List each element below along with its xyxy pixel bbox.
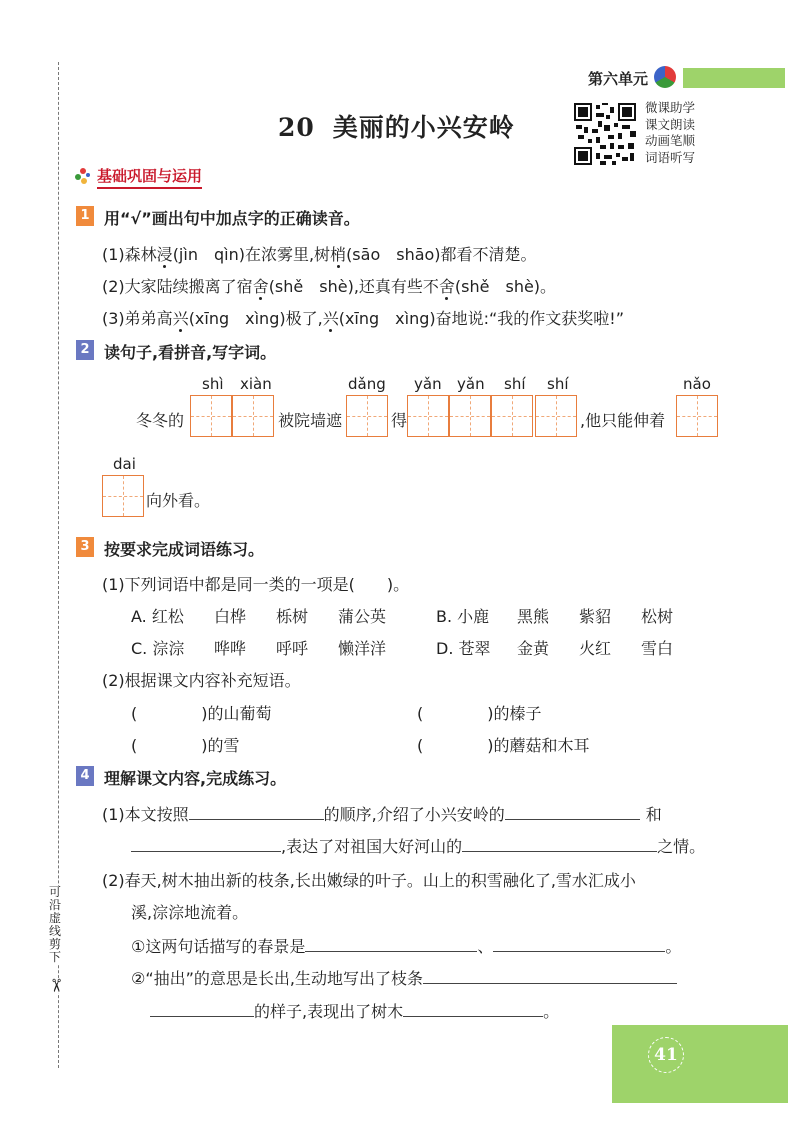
q2-text: 得 [391,411,408,430]
page-tab [612,1025,788,1103]
phrase-blank: ( )的榛子 [417,704,542,723]
unit-bar [683,68,785,88]
pinyin: shí [547,375,569,393]
answer-blank[interactable] [423,969,677,984]
pinyin: shí [504,375,526,393]
option-c-word: 呼呼 [276,639,309,658]
q4-passage-line-2: 溪,淙淙地流着。 [131,903,249,922]
pinyin: yǎn [457,375,485,393]
option-b-word: 黑熊 [517,607,550,626]
question-3-badge: 3 [76,537,94,557]
pinyin: dǎng [348,375,386,393]
option-c: C. 淙淙 [131,639,185,658]
q4-sub-2-cont: 的样子,表现出了树木 。 [150,999,559,1022]
unit-color-icon [654,66,676,88]
title-number: 20 [278,113,315,142]
q4-sub-1: ①这两句话描写的春景是 、 。 [131,937,682,956]
q3-part-1: (1)下列词语中都是同一类的一项是( )。 [102,575,410,594]
q2-text: 冬冬的 [136,411,185,430]
pinyin: shì [202,375,224,393]
option-c-word: 哗哗 [214,639,247,658]
writing-box[interactable] [346,395,388,437]
answer-blank[interactable] [493,937,665,952]
answer-blank[interactable] [505,805,640,820]
question-1-badge: 1 [76,206,94,226]
pinyin: xiàn [240,375,272,393]
writing-box[interactable] [535,395,577,437]
question-4-badge: 4 [76,766,94,786]
page-title [278,108,515,144]
qr-caption: 微课助学 课文朗读 动画笔顺 词语听写 [645,100,696,165]
phrase-blank: ( )的蘑菇和木耳 [417,736,590,755]
option-d-word: 雪白 [641,639,674,658]
option-a-word: 白桦 [214,607,247,626]
question-1-heading: 用“√”画出句中加点字的正确读音。 [104,209,360,228]
option-b-word: 松树 [641,607,674,626]
q4-line-1: (1)本文按照 的顺序,介绍了小兴安岭的 和 [102,805,662,824]
writing-box[interactable] [491,395,533,437]
q2-text: 被院墙遮 [278,411,343,430]
answer-blank[interactable] [189,805,324,820]
question-3-heading: 按要求完成词语练习。 [104,540,265,559]
qr-code-icon[interactable] [574,103,636,165]
phrase-blank: ( )的雪 [131,736,240,755]
writing-box[interactable] [102,475,144,517]
answer-blank[interactable] [150,1002,254,1017]
pinyin: yǎn [414,375,442,393]
q4-passage-line-1: (2)春天,树木抽出新的枝条,长出嫩绿的叶子。山上的积雪融化了,雪水汇成小 [102,871,636,890]
writing-box[interactable] [449,395,491,437]
q1-line-2: (2)大家陆续搬离了宿舍(shě shè),还真有些不舍(shě shè)。 [102,277,557,296]
pinyin: dai [113,455,136,473]
unit-label: 第六单元 [588,70,649,88]
option-a-word: 蒲公英 [338,607,387,626]
scissors-icon: ✂ [45,977,67,994]
option-d: D. 苍翠 [436,639,491,658]
question-4-heading: 理解课文内容,完成练习。 [104,769,287,788]
q3-part-2: (2)根据课文内容补充短语。 [102,671,301,690]
answer-blank[interactable] [131,837,281,852]
question-2-badge: 2 [76,340,94,360]
answer-blank[interactable] [462,837,657,852]
option-b-word: 紫貂 [579,607,612,626]
cut-note: 可沿虚线剪下 [48,885,61,964]
pinyin: nǎo [683,375,711,393]
answer-blank[interactable] [403,1002,543,1017]
q2-text: 向外看。 [146,491,211,510]
q4-sub-2: ②“抽出”的意思是长出,生动地写出了枝条 [131,966,677,989]
q1-line-1: (1)森林浸(jìn qìn)在浓雾里,树梢(sāo shāo)都看不清楚。 [102,245,537,264]
option-c-word: 懒洋洋 [338,639,387,658]
option-d-word: 火红 [579,639,612,658]
q1-line-3: (3)弟弟高兴(xīng xìng)极了,兴(xīng xìng)奋地说:“我的作文获奖啦!” [102,309,624,328]
option-a: A. 红松 [131,607,184,626]
q4-line-2: ,表达了对祖国大好河山的 之情。 [131,834,705,857]
section-title: 基础巩固与运用 [97,165,202,189]
section-dots-icon [74,167,92,185]
writing-box[interactable] [190,395,232,437]
writing-box[interactable] [676,395,718,437]
option-b: B. 小鹿 [436,607,490,626]
question-2-heading: 读句子,看拼音,写字词。 [104,343,277,362]
title-text: 美丽的小兴安岭 [332,113,515,142]
phrase-blank: ( )的山葡萄 [131,704,272,723]
page-number: 41 [648,1037,684,1073]
q2-text: ,他只能伸着 [580,411,666,430]
option-d-word: 金黄 [517,639,550,658]
answer-blank[interactable] [305,937,477,952]
writing-box[interactable] [407,395,449,437]
writing-box[interactable] [232,395,274,437]
option-a-word: 栎树 [276,607,309,626]
